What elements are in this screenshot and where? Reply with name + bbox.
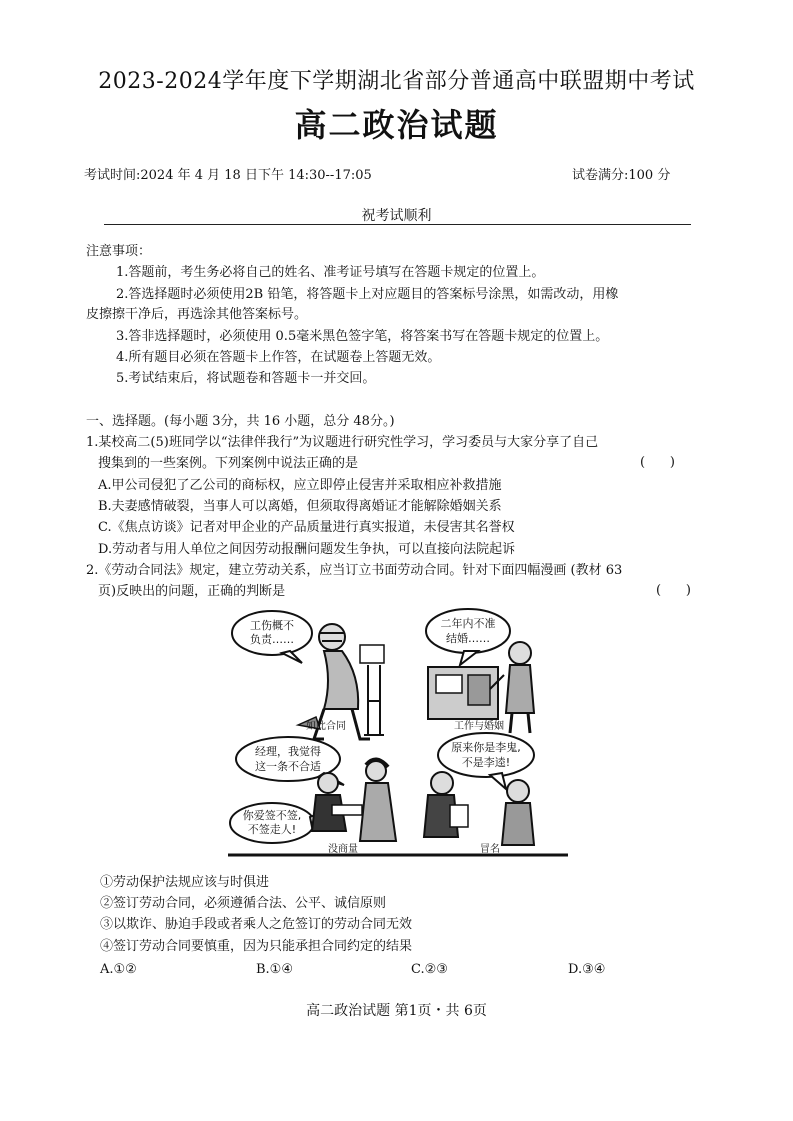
panel-3-caption: 没商量 <box>328 844 358 855</box>
answer-paren: ( ) <box>640 455 675 470</box>
note-item: 4.所有题目必须在答题卡上作答，在试题卷上答题无效。 <box>116 350 441 365</box>
page-footer: 高二政治试题 第1页・共 6页 <box>306 1003 487 1019</box>
comic-panel-2 <box>426 609 534 733</box>
blessing-text: 祝考试顺利 <box>361 208 432 224</box>
comic-panel-1 <box>232 611 384 739</box>
subject-title: 高二政治试题 <box>294 106 499 144</box>
exam-title: 2023-2024学年度下学期湖北省部分普通高中联盟期中考试 <box>98 69 695 94</box>
note-item: 3.答非选择题时，必须使用 0.5毫米黑色签字笔，将答案书写在答题卡规定的位置上。 <box>116 329 609 344</box>
question-2-option-a: A.①② <box>100 962 137 977</box>
statement: ②签订劳动合同，必须遵循合法、公平、诚信原则 <box>100 896 387 911</box>
question-2-stem: 页)反映出的问题，正确的判断是 <box>98 584 286 599</box>
question-2-stem: 2.《劳动合同法》规定，建立劳动关系，应当订立书面劳动合同。针对下面四幅漫画 (教材 63 <box>86 563 623 578</box>
question-2-option-b: B.①④ <box>256 962 293 977</box>
panel-1-caption: 如此合同 <box>306 721 346 732</box>
panel-2-caption: 工作与婚姻 <box>454 721 504 732</box>
question-1-option: C.《焦点访谈》记者对甲企业的产品质量进行真实报道，未侵害其名誉权 <box>98 520 515 535</box>
panel-2-bubble-line1: 二年内不准 <box>440 617 496 630</box>
statement: ③以欺诈、胁迫手段或者乘人之危签订的劳动合同无效 <box>100 917 413 932</box>
note-item: 2.答选择题时必须使用2B 铅笔，将答题卡上对应题目的答案标号涂黑，如需改动，用橡 <box>116 287 619 302</box>
note-item: 皮擦擦干净后，再选涂其他答案标号。 <box>86 307 308 322</box>
statement: ①劳动保护法规应该与时俱进 <box>100 875 270 890</box>
question-1-option: B.夫妻感情破裂，当事人可以离婚，但须取得离婚证才能解除婚姻关系 <box>98 499 502 514</box>
full-score: 试卷满分:100 分 <box>572 168 671 183</box>
statement: ④签订劳动合同要慎重，因为只能承担合同约定的结果 <box>100 939 413 954</box>
panel-1-bubble-line2: 负责…… <box>250 633 294 646</box>
question-1-option: D.劳动者与用人单位之间因劳动报酬问题发生争执，可以直接向法院起诉 <box>98 542 516 557</box>
comic-panel-4 <box>424 733 534 845</box>
panel-4-bubble-line2: 不是李逵! <box>461 756 511 769</box>
comic-panel-3 <box>230 737 396 843</box>
panel-3-top-bubble-line1: 经理，我觉得 <box>255 745 321 758</box>
panel-3-bottom-bubble-line1: 你爱签不签, <box>242 809 302 822</box>
panel-4-caption: 冒名 <box>480 844 500 855</box>
note-item: 1.答题前，考生务必将自己的姓名、准考证号填写在答题卡规定的位置上。 <box>116 265 545 280</box>
exam-time: 考试时间:2024 年 4 月 18 日下午 14:30--17:05 <box>84 168 372 183</box>
panel-3-bottom-bubble-line2: 不签走人! <box>247 823 297 836</box>
question-1-stem: 搜集到的一些案例。下列案例中说法正确的是 <box>98 456 359 471</box>
panel-4-bubble-line1: 原来你是李鬼, <box>451 741 521 754</box>
question-2-option-c: C.②③ <box>411 962 448 977</box>
notes-heading: 注意事项： <box>86 244 152 259</box>
panel-3-top-bubble-line2: 这一条不合适 <box>255 760 321 773</box>
comic-illustration <box>228 605 568 863</box>
divider-line <box>104 224 691 225</box>
question-1-option: A.甲公司侵犯了乙公司的商标权，应立即停止侵害并采取相应补救措施 <box>98 478 502 493</box>
section-heading: 一、选择题。(每小题 3分，共 16 小题，总分 48分。) <box>86 414 395 429</box>
panel-1-bubble-line1: 工伤概不 <box>250 619 294 632</box>
panel-2-bubble-line2: 结婚…… <box>446 632 490 645</box>
answer-paren: ( ) <box>656 583 691 598</box>
note-item: 5.考试结束后，将试题卷和答题卡一并交回。 <box>116 371 376 386</box>
question-2-option-d: D.③④ <box>568 962 606 977</box>
question-1-stem: 1.某校高二(5)班同学以“法律伴我行”为议题进行研究性学习，学习委员与大家分享了自己 <box>86 435 599 450</box>
